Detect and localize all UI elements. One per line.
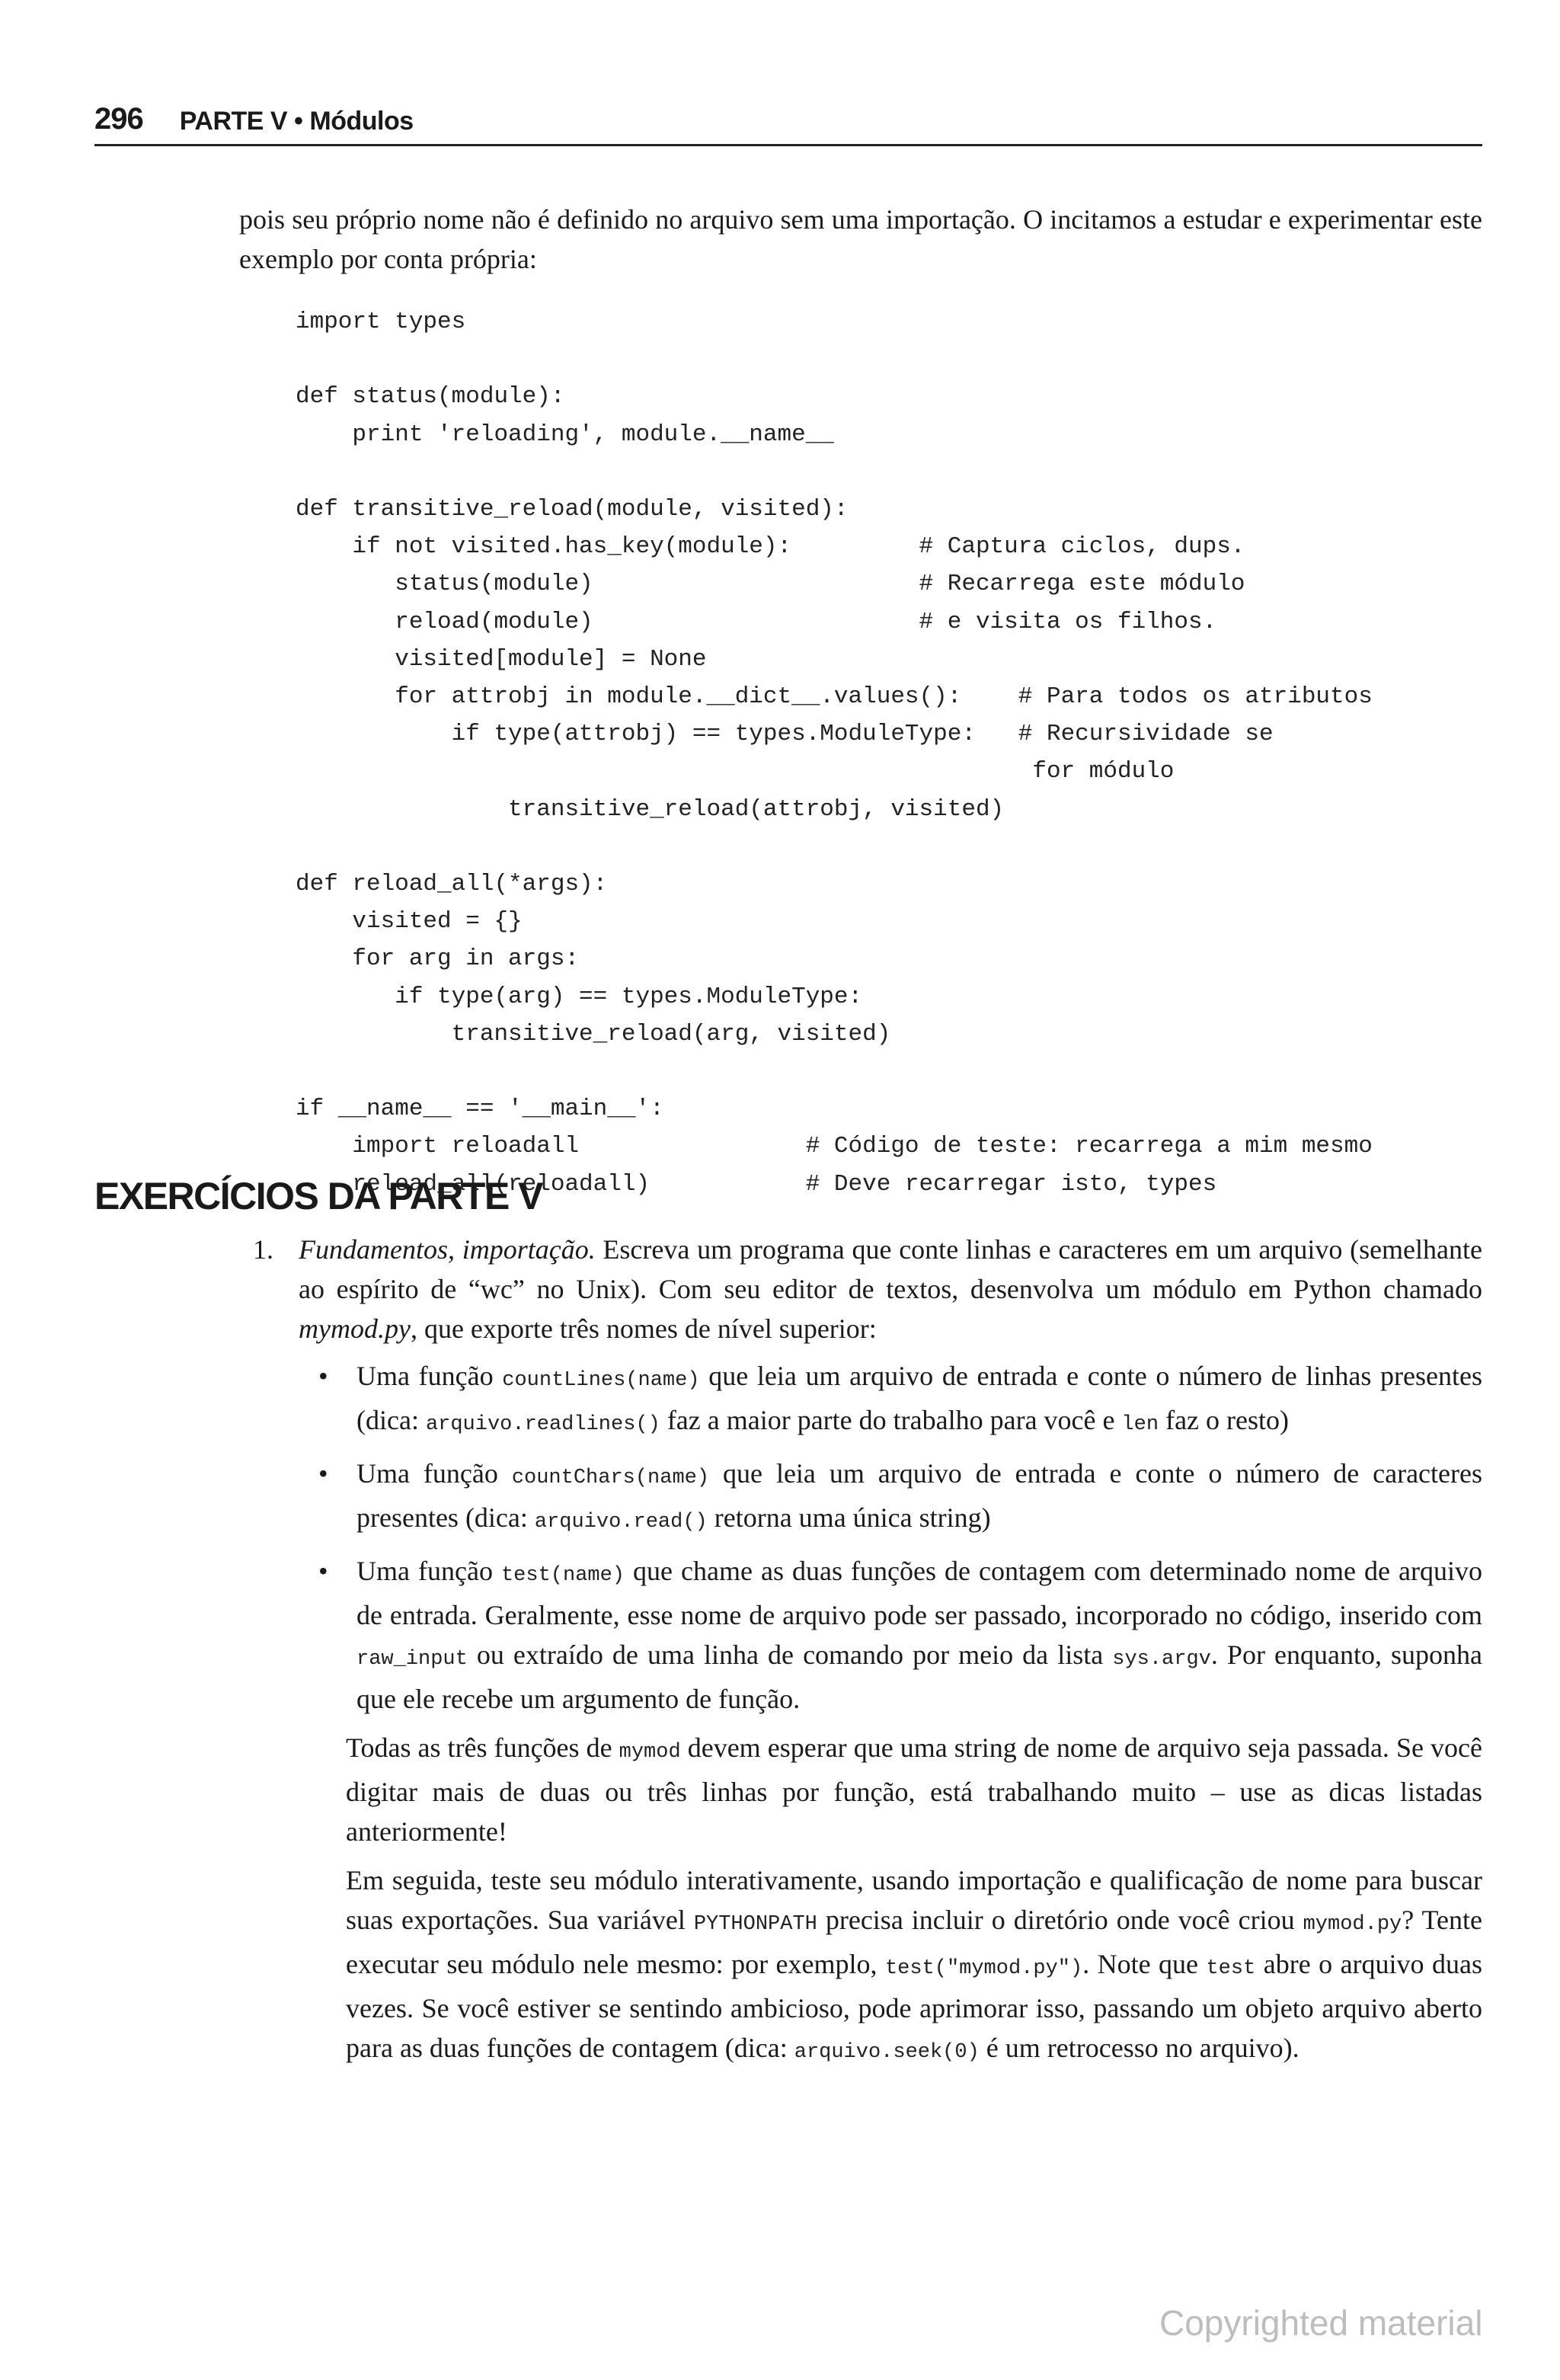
text-span: precisa incluir o diretório onde você criou <box>817 1905 1303 1935</box>
text-span: que leia um arquivo de entrada e conte o número de caracteres presentes (dica: <box>356 1458 1482 1533</box>
function-list <box>299 1356 1482 1719</box>
inline-code: mymod <box>619 1741 681 1764</box>
inline-code: test("mymod.py") <box>884 1957 1083 1980</box>
paragraph-testing <box>299 1860 1482 2072</box>
text-span: devem esperar que uma string de nome de arquivo seja passada. Se você digitar mais de duas ou três linhas por função, está trabalhando muito – use as dicas listadas anteriormente! <box>346 1732 1482 1847</box>
copyright-watermark: Copyrighted material <box>1159 2303 1483 2343</box>
text-span: ? Tente executar seu módulo nele mesmo: por exemplo, <box>346 1905 1482 1979</box>
list-item <box>356 1356 1482 1444</box>
text-span: ou extraído de uma linha de comando por meio da lista <box>467 1639 1113 1670</box>
section-title: EXERCÍCIOS DA PARTE V <box>94 1175 543 1217</box>
text-span: Uma função <box>356 1361 503 1391</box>
list-item <box>356 1551 1482 1719</box>
inline-code: PYTHONPATH <box>693 1913 817 1936</box>
text-span: . Por enquanto, suponha que ele recebe um argumento de função. <box>356 1639 1482 1714</box>
inline-code: sys.argv <box>1112 1648 1211 1671</box>
text-span: faz a maior parte do trabalho para você e <box>660 1405 1122 1435</box>
list-item <box>356 1454 1482 1542</box>
intro-paragraph: pois seu próprio nome não é definido no arquivo sem uma importação. O incitamos a estudar e experimentar este exemplo por conta própria: <box>239 204 1482 274</box>
text-span: faz o resto) <box>1159 1405 1290 1435</box>
running-head: PARTE V • Módulos <box>179 107 414 136</box>
paragraph-functions-note <box>299 1728 1482 1851</box>
exercise-1 <box>253 1230 1482 2072</box>
text-span: que leia um arquivo de entrada e conte o número de linhas presentes (dica: <box>356 1361 1482 1435</box>
inline-code: test(name) <box>500 1564 625 1587</box>
exercise-heading: Fundamentos, importação. <box>299 1234 596 1265</box>
inline-code: arquivo.seek(0) <box>794 2041 980 2064</box>
inline-code: raw_input <box>356 1648 468 1671</box>
page-header <box>94 99 1482 146</box>
inline-code: test <box>1206 1957 1256 1980</box>
module-name: mymod.py <box>299 1313 411 1344</box>
exercise-text-b: , que exporte três nomes de nível superior: <box>410 1313 877 1344</box>
inline-code: mymod.py <box>1303 1913 1402 1936</box>
text-span: Todas as três funções de <box>346 1732 619 1763</box>
inline-code: countChars(name) <box>511 1467 710 1489</box>
inline-code: len <box>1121 1413 1159 1436</box>
text-span: é um retrocesso no arquivo). <box>979 2033 1299 2063</box>
exercise-text-a: Escreva um programa que conte linhas e caracteres em um arquivo (semelhante ao espírito de “wc” no Unix). Com seu editor de textos, desenvolva um módulo em Python chamado <box>299 1234 1482 1304</box>
inline-code: arquivo.read() <box>534 1511 708 1534</box>
code-listing: import types def status(module): print 'reloading', module.__name__ def transitive_reload(module, visited): if not visited.has_key(module): # Captura ciclos, dups. status(module) # Recarrega este módulo reload(module) # e visita os filhos. visited[module] = None for attrobj in module.__dict__.values(): # Para todos os atributos if type(attrobj) == types.ModuleType: # Recursividade se for módulo transitive_reload(attrobj, visited) def reload_all(*args): visited = {} for arg in args: if type(arg) == types.ModuleType: transitive_reload(arg, visited) if __name__ == '__main__': import reloadall # Código de teste: recarrega a mim mesmo reload_all(reloadall) # Deve recarregar isto, types <box>296 309 1373 1198</box>
text-span: abre o arquivo duas vezes. Se você estiver se sentindo ambicioso, pode aprimorar isso, passando um objeto arquivo aberto para as duas funções de contagem (dica: <box>346 1949 1482 2063</box>
exercise-intro <box>299 1230 1482 1348</box>
text-span: Uma função <box>356 1556 501 1586</box>
inline-code: arquivo.readlines() <box>425 1413 660 1436</box>
exercise-number: 1. <box>253 1234 273 1265</box>
text-span: retorna uma única string) <box>707 1502 991 1533</box>
text-span: Uma função <box>356 1458 512 1489</box>
text-span: que chame as duas funções de contagem com determinado nome de arquivo de entrada. Geralmente, esse nome de arquivo pode ser passado, incorporado no código, inserido com <box>356 1556 1482 1630</box>
text-span: Em seguida, teste seu módulo interativamente, usando importação e qualificação de nome para buscar suas exportações. Sua variável <box>346 1865 1482 1935</box>
page-number: 296 <box>94 102 143 136</box>
text-span: . Note que <box>1082 1949 1207 1979</box>
inline-code: countLines(name) <box>502 1369 700 1392</box>
